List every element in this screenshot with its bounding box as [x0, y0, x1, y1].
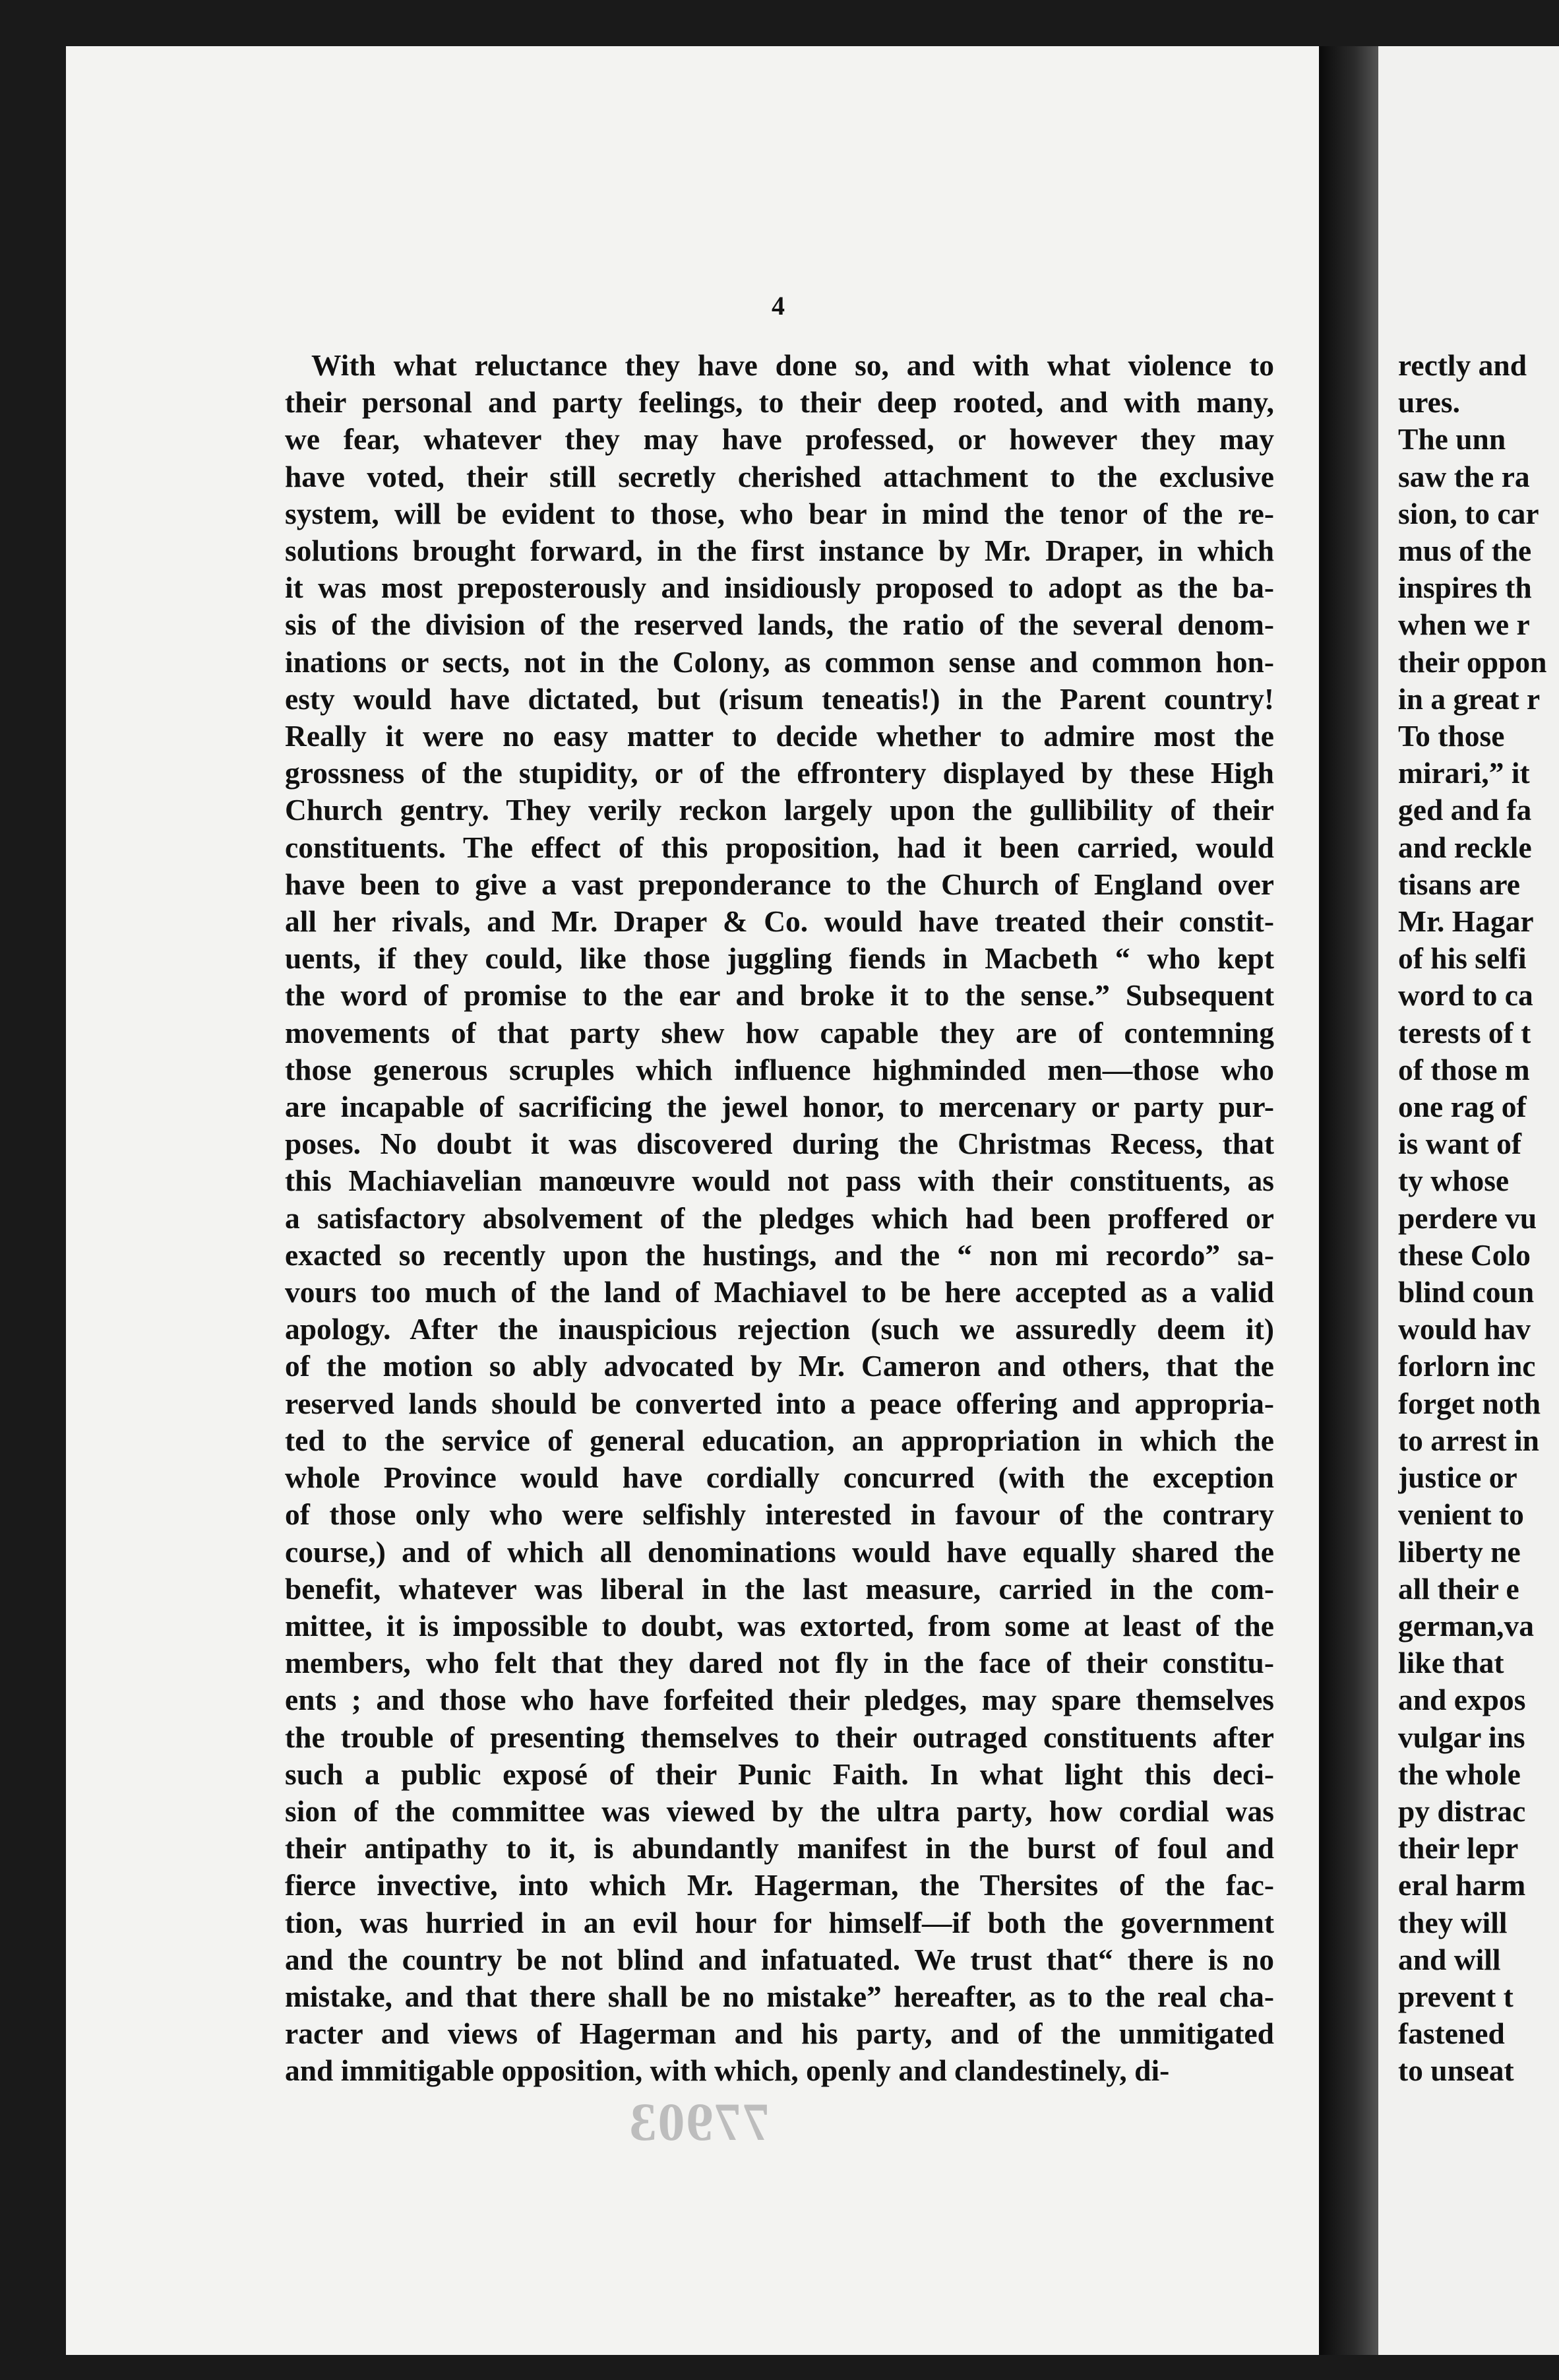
text-line: forget noth [1398, 1386, 1541, 1420]
text-line: to arrest in [1398, 1423, 1539, 1457]
text-line: word to ca [1398, 978, 1533, 1013]
text-line: perdere vu [1398, 1201, 1537, 1235]
text-line: the word of promise to the ear and broke it to the sense.” Subsequent [285, 978, 1274, 1013]
text-line: of those m [1398, 1052, 1530, 1086]
text-line: have voted, their still secretly cherished attachment to the exclusive [285, 459, 1274, 493]
text-line: grossness of the stupidity, or of the effrontery displayed by these High [285, 756, 1274, 790]
text-line: of his selfi [1398, 941, 1527, 976]
text-line: mus of the [1398, 534, 1532, 568]
text-line: of those only who were selfishly interested in favour of the contrary [285, 1497, 1274, 1532]
text-line: we fear, whatever they may have professed, or however they may [285, 422, 1274, 456]
text-line: and the country be not blind and infatuated. We trust that“ there is no [285, 1942, 1274, 1976]
text-line: the trouble of presenting themselves to their outraged constituents after [285, 1720, 1274, 1754]
text-line: blind coun [1398, 1275, 1535, 1309]
text-line: apology. After the inauspicious rejection (such we assuredly deem it) [285, 1312, 1274, 1346]
text-line: and expos [1398, 1683, 1526, 1717]
text-line: tion, was hurried in an evil hour for himself—if both the government [285, 1905, 1274, 1939]
text-line: reserved lands should be converted into a peace offering and appropria- [285, 1386, 1274, 1420]
text-line: inations or sects, not in the Colony, as common sense and common hon- [285, 644, 1274, 679]
text-line: and reckle [1398, 830, 1532, 864]
text-line: saw the ra [1398, 459, 1530, 493]
book-gutter [1319, 46, 1378, 2355]
text-line: are incapable of sacrificing the jewel honor, to mercenary or party pur- [285, 1090, 1274, 1124]
text-line: fierce invective, into which Mr. Hagerman, the Thersites of the fac- [285, 1868, 1274, 1902]
page-number: 4 [772, 291, 785, 321]
text-line: vulgar ins [1398, 1720, 1525, 1754]
text-line: tisans are [1398, 867, 1520, 901]
text-line: would hav [1398, 1312, 1531, 1346]
text-line: ted to the service of general education, an appropriation in which the [285, 1423, 1274, 1457]
text-line: system, will be evident to those, who bear in mind the tenor of the re- [285, 496, 1274, 530]
text-line: their antipathy to it, is abundantly manifest in the burst of foul and [285, 1831, 1274, 1865]
text-line: benefit, whatever was liberal in the last measure, carried in the com- [285, 1571, 1274, 1606]
text-line: mirari,” it [1398, 756, 1530, 790]
text-line: members, who felt that they dared not fly in the face of their constitu- [285, 1646, 1274, 1680]
text-line: exacted so recently upon the hustings, and the “ non mi recordo” sa- [285, 1237, 1274, 1272]
text-line: inspires th [1398, 571, 1532, 605]
text-line: their personal and party feelings, to their deep rooted, and with many, [285, 385, 1274, 420]
body-text [285, 347, 1274, 2090]
text-line: ged and fa [1398, 793, 1532, 827]
text-line: prevent t [1398, 1979, 1513, 2013]
text-line: To those [1398, 719, 1505, 753]
text-line: ures. [1398, 385, 1460, 420]
text-line: whole Province would have cordially concurred (with the exception [285, 1460, 1274, 1495]
right-page-text [1398, 347, 1559, 2090]
text-line: to unseat [1398, 2053, 1514, 2088]
text-line: py distrac [1398, 1794, 1526, 1828]
text-line: a satisfactory absolvement of the pledges which had been proffered or [285, 1201, 1274, 1235]
text-line: ents ; and those who have forfeited their pledges, may spare themselves [285, 1683, 1274, 1717]
text-line: like that [1398, 1646, 1504, 1680]
text-line: Really it were no easy matter to decide whether to admire most the [285, 719, 1274, 753]
text-line: course,) and of which all denominations would have equally shared the [285, 1534, 1274, 1569]
text-line: venient to [1398, 1497, 1524, 1532]
text-line: of the motion so ably advocated by Mr. Cameron and others, that the [285, 1349, 1274, 1383]
text-line: eral harm [1398, 1868, 1526, 1902]
text-line: is want of [1398, 1127, 1522, 1161]
text-line: they will [1398, 1905, 1508, 1939]
text-line: racter and views of Hagerman and his party, and of the unmitigated [285, 2017, 1274, 2051]
text-line: vours too much of the land of Machiavel to be here accepted as a valid [285, 1275, 1274, 1309]
text-line: all their e [1398, 1571, 1519, 1606]
text-line: justice or [1398, 1460, 1517, 1495]
text-line: Church gentry. They verily reckon largely upon the gullibility of their [285, 793, 1274, 827]
text-line: their lepr [1398, 1831, 1519, 1865]
text-line: this Machiavelian manœuvre would not pass with their constituents, as [285, 1164, 1274, 1198]
text-line: german,va [1398, 1608, 1534, 1643]
text-line: ty whose [1398, 1164, 1510, 1198]
text-line: and will [1398, 1942, 1501, 1976]
text-line: forlorn inc [1398, 1349, 1536, 1383]
text-line: poses. No doubt it was discovered during the Christmas Recess, that [285, 1127, 1274, 1161]
text-line: Mr. Hagar [1398, 904, 1534, 939]
text-line: movements of that party shew how capable they are of contemning [285, 1015, 1274, 1049]
text-line: terests of t [1398, 1015, 1531, 1049]
text-line: The unn [1398, 422, 1506, 456]
text-line: uents, if they could, like those juggling fiends in Macbeth “ who kept [285, 941, 1274, 976]
text-line: the whole [1398, 1757, 1521, 1791]
text-line: one rag of [1398, 1090, 1527, 1124]
text-line: With what reluctance they have done so, and with what violence to [311, 348, 1274, 382]
text-line: in a great r [1398, 681, 1541, 716]
text-line: their oppon [1398, 644, 1547, 679]
text-line: have been to give a vast preponderance to the Church of England over [285, 867, 1274, 901]
text-line: rectly and [1398, 348, 1527, 382]
text-line: when we r [1398, 608, 1530, 642]
text-line: all her rivals, and Mr. Draper & Co. would have treated their constit- [285, 904, 1274, 939]
text-line: such a public exposé of their Punic Faith. In what light this deci- [285, 1757, 1274, 1791]
text-line: constituents. The effect of this proposition, had it been carried, would [285, 830, 1274, 864]
text-line: and immitigable opposition, with which, openly and clandestinely, di- [285, 2053, 1170, 2088]
text-line: sion, to car [1398, 496, 1539, 530]
text-line: these Colo [1398, 1237, 1531, 1272]
text-line: sis of the division of the reserved lands, the ratio of the several denom- [285, 608, 1274, 642]
text-line: fastened [1398, 2017, 1505, 2051]
text-line: liberty ne [1398, 1534, 1521, 1569]
text-line: sion of the committee was viewed by the ultra party, how cordial was [285, 1794, 1274, 1828]
text-line: mistake, and that there shall be no mistake” hereafter, as to the real cha- [285, 1979, 1274, 2013]
library-stamp: 77903 [628, 2092, 770, 2152]
text-line: it was most preposterously and insidiously proposed to adopt as the ba- [285, 571, 1274, 605]
text-line: esty would have dictated, but (risum teneatis!) in the Parent country! [285, 681, 1274, 716]
text-line: mittee, it is impossible to doubt, was extorted, from some at least of the [285, 1608, 1274, 1643]
text-line: solutions brought forward, in the first instance by Mr. Draper, in which [285, 534, 1274, 568]
text-line: those generous scruples which influence highminded men—those who [285, 1052, 1274, 1086]
